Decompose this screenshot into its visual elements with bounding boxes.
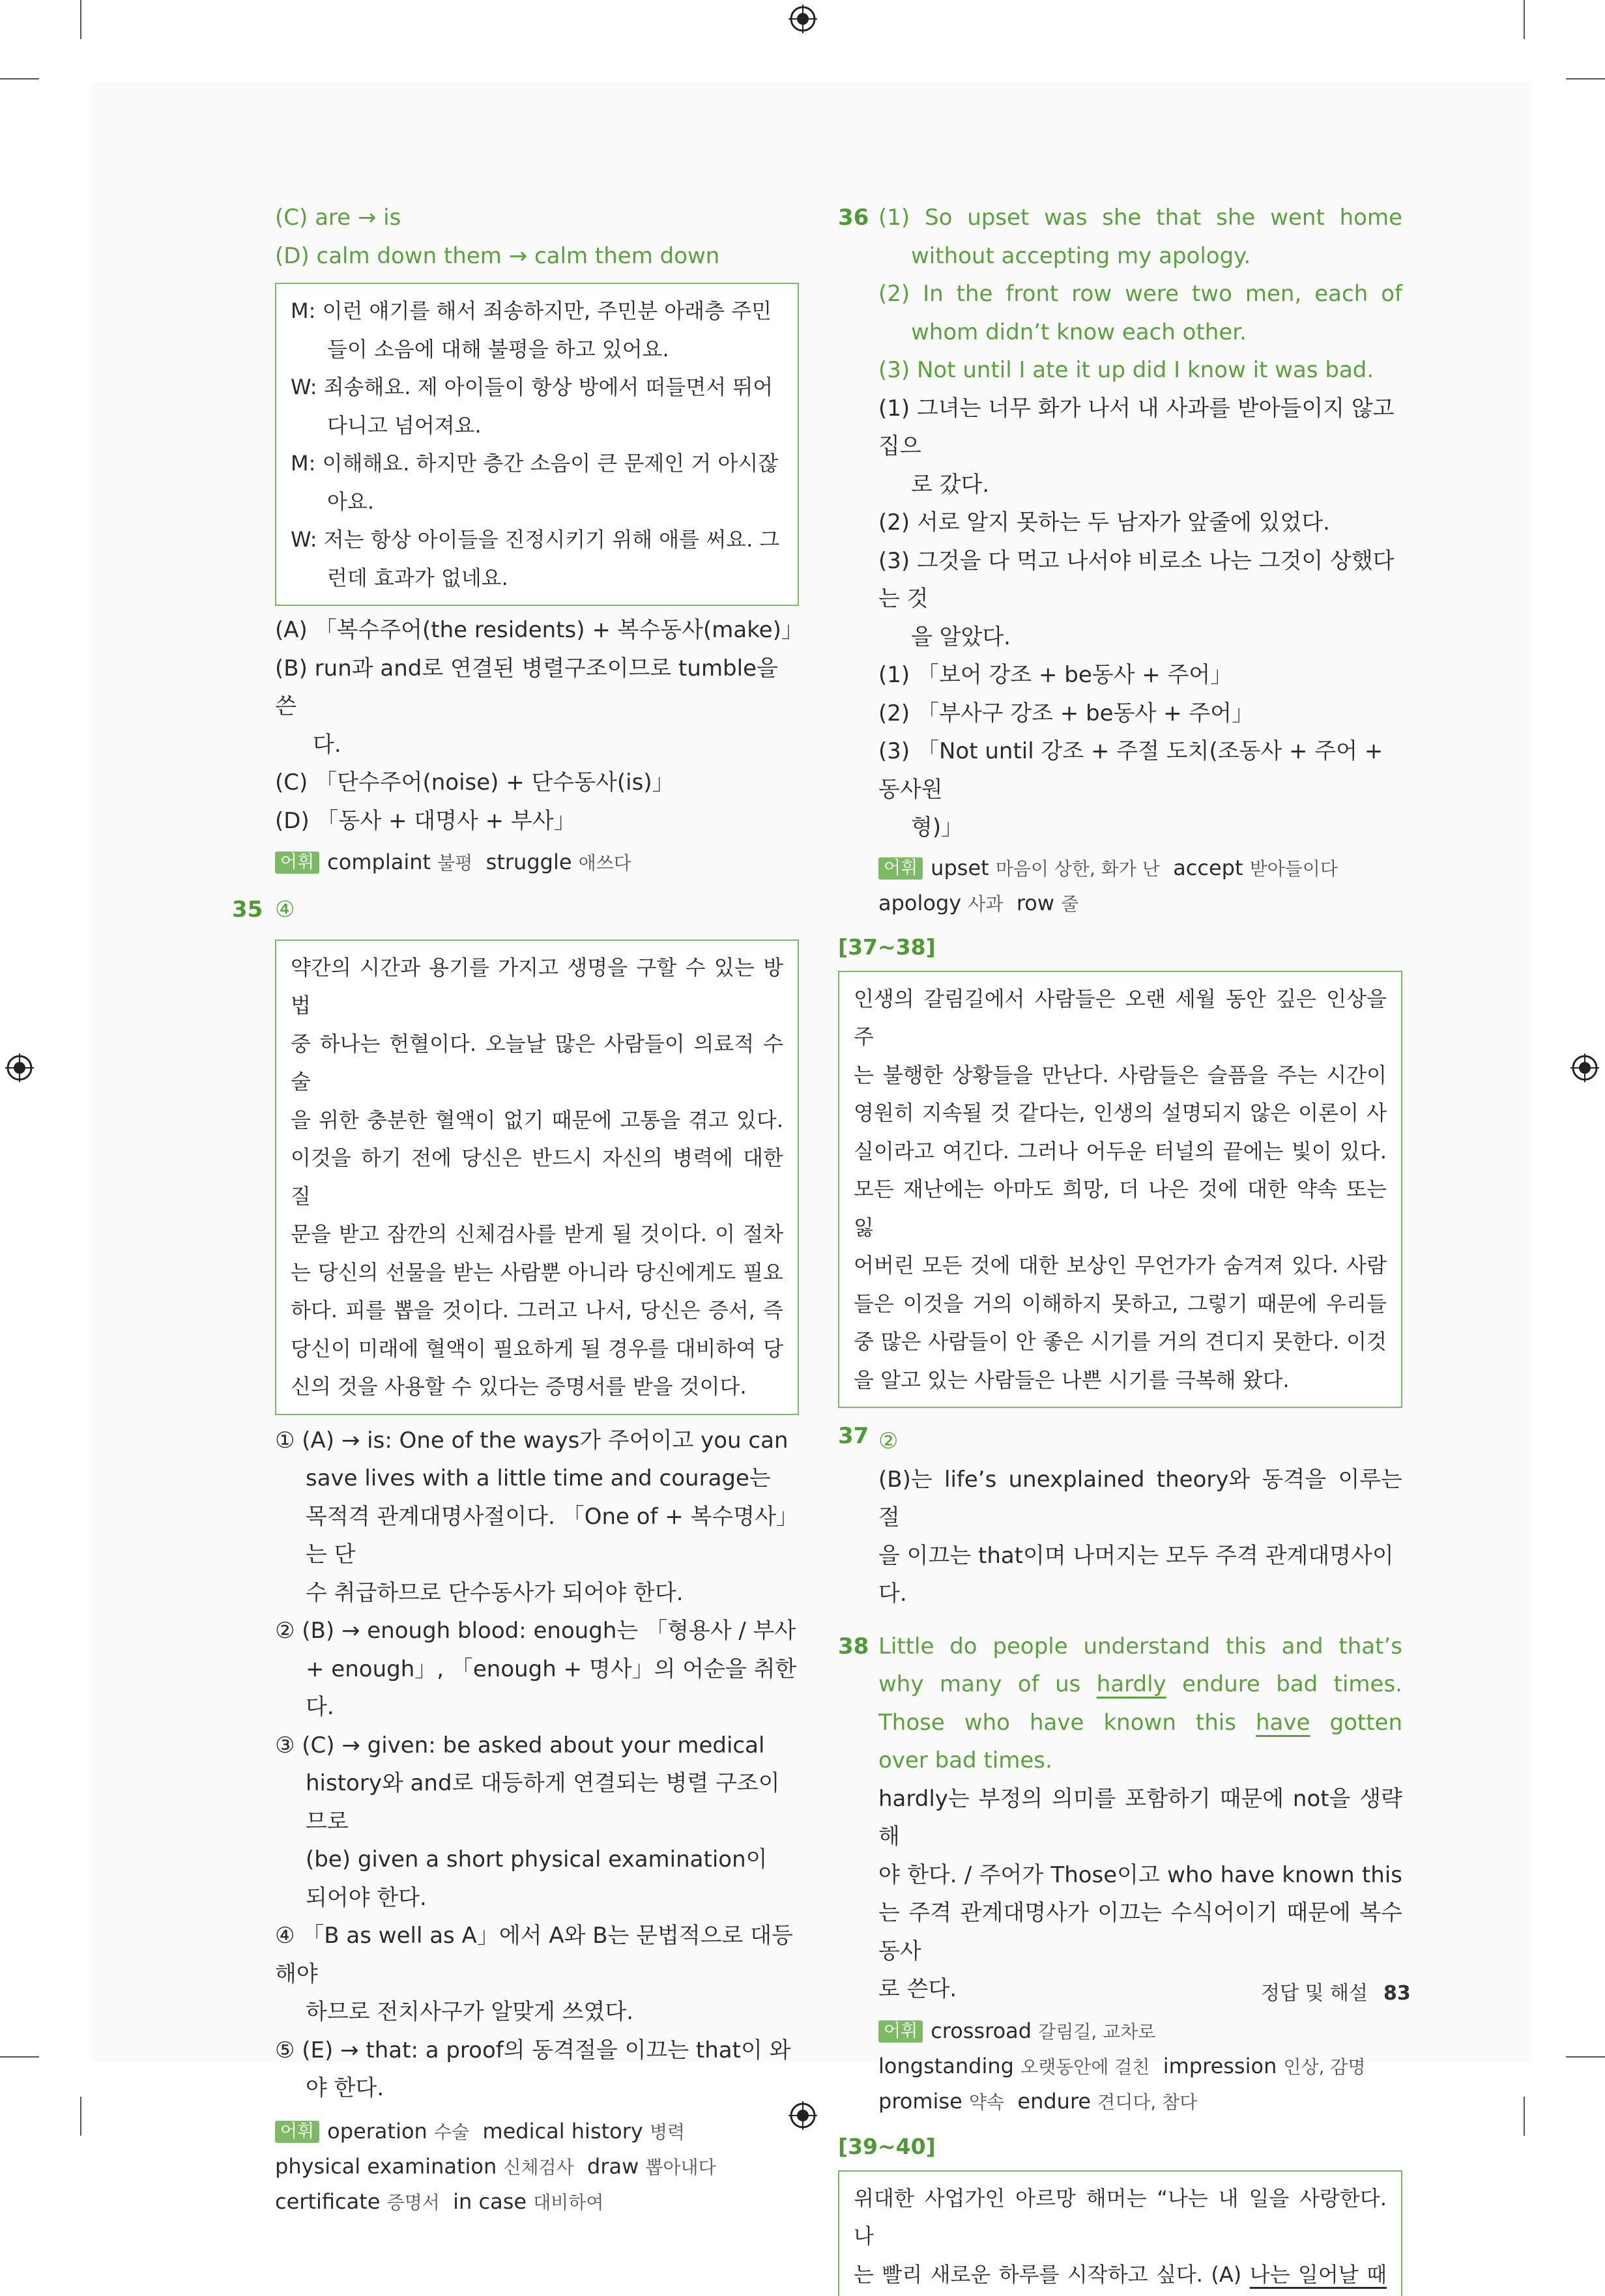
passage-line: 모든 재난에는 아마도 희망, 더 나은 것에 대한 약속 또는 잃 xyxy=(854,1170,1387,1246)
vocab-line xyxy=(878,2049,1402,2084)
explanation-line: 다. xyxy=(275,726,799,764)
vocab-gloss: 대비하여 xyxy=(533,2192,603,2213)
answer-text: gotten xyxy=(1310,1710,1402,1736)
passage-line: 을 위한 충분한 혈액이 없기 때문에 고통을 겪고 있다. xyxy=(291,1101,783,1140)
q34-answer-d: (D) calm down them → calm them down xyxy=(275,237,799,276)
registration-mark-icon xyxy=(5,1054,34,1082)
explanation-line: 하므로 전치사구가 알맞게 쓰였다. xyxy=(275,1993,799,2031)
grammar-line: 형)」 xyxy=(878,809,1402,847)
crop-mark xyxy=(1566,2056,1605,2058)
passage-line xyxy=(854,2256,1387,2294)
vocab-word: draw xyxy=(587,2154,639,2179)
passage-line: 어버린 모든 것에 대한 보상인 무언가가 숨겨져 있다. 사람 xyxy=(854,1246,1387,1285)
vocab-gloss: 마음이 상한, 화가 난 xyxy=(996,858,1160,880)
dialogue-line: 런데 효과가 없네요. xyxy=(291,559,783,597)
vocab-gloss: 증명서 xyxy=(387,2192,440,2213)
translation-line: (1) 그녀는 너무 화가 나서 내 사과를 받아들이지 않고 집으 xyxy=(878,390,1402,466)
vocab-line xyxy=(878,2014,1402,2049)
passage-line: 실이라고 여긴다. 그러나 어두운 터널의 끝에는 빛이 있다. xyxy=(854,1132,1387,1171)
q36-answer-line: whom didn’t know each other. xyxy=(878,313,1402,352)
passage-line: 위대한 사업가인 아르망 해머는 “나는 내 일을 사랑한다. 나 xyxy=(854,2179,1387,2256)
vocab-word: medical history xyxy=(482,2119,643,2144)
grammar-line: (2) 「부사구 강조 + be동사 + 주어」 xyxy=(878,695,1402,733)
q34-explanations xyxy=(275,611,799,840)
q36-answer-line: (3) Not until I ate it up did I know it was bad. xyxy=(878,351,1402,390)
registration-mark-icon xyxy=(788,5,817,33)
passage-text: 는 빨리 새로운 하루를 시작하고 싶다. (A) xyxy=(854,2262,1250,2287)
grammar-line: (1) 「보어 강조 + be동사 + 주어」 xyxy=(878,656,1402,695)
vocab-tag: 어휘 xyxy=(275,852,319,874)
underlined-word: hardly xyxy=(1097,1671,1166,1697)
q38-vocab xyxy=(878,2014,1402,2119)
vocab-word: operation xyxy=(327,2119,427,2144)
passage-37-38-box xyxy=(838,971,1402,1409)
explanation-line: history와 and로 대등하게 연결되는 병렬 구조이므로 xyxy=(275,1764,799,1841)
vocab-tag: 어휘 xyxy=(275,2121,319,2143)
explanation-line: 는 주격 관계대명사가 이끄는 수식어이기 때문에 복수동사 xyxy=(878,1894,1402,1970)
page-number: 83 xyxy=(1383,1982,1411,2005)
q37-block xyxy=(838,1422,1402,1613)
dialogue-line: 들이 소음에 대해 불평을 하고 있어요. xyxy=(291,330,783,369)
vocab-gloss: 병력 xyxy=(650,2121,685,2143)
passage-line: 당신이 미래에 혈액이 필요하게 될 경우를 대비하여 당 xyxy=(291,1330,783,1368)
explanation-line: (C) 「단수주어(noise) + 단수동사(is)」 xyxy=(275,764,799,802)
vocab-word: accept xyxy=(1173,855,1243,880)
vocab-word: complaint xyxy=(327,850,431,874)
explanation-line: 로 쓴다. xyxy=(878,1970,1402,2009)
explanation-line: (A) 「복수주어(the residents) + 복수동사(make)」 xyxy=(275,611,799,650)
vocab-tag: 어휘 xyxy=(878,2020,923,2043)
vocab-line xyxy=(878,886,1402,921)
grammar-line: (3) 「Not until 강조 + 주절 도치(조동사 + 주어 + 동사원 xyxy=(878,732,1402,809)
vocab-word: physical examination xyxy=(275,2154,497,2179)
left-column xyxy=(275,199,799,2220)
explanation-line: (D) 「동사 + 대명사 + 부사」 xyxy=(275,802,799,840)
passage-line: 약간의 시간과 용기를 가지고 생명을 구할 수 있는 방법 xyxy=(291,949,783,1025)
vocab-word: endure xyxy=(1017,2089,1091,2114)
vocab-word: certificate xyxy=(275,2189,380,2214)
vocab-gloss: 약속 xyxy=(969,2091,1004,2113)
q35-passage-box xyxy=(275,940,799,1415)
answer-text: endure bad times. xyxy=(1166,1671,1402,1697)
explanation-line: 수 취급하므로 단수동사가 되어야 한다. xyxy=(275,1574,799,1613)
q37-answer: ② xyxy=(878,1422,1402,1461)
explanation-line: save lives with a little time and courage는 xyxy=(275,1459,799,1498)
vocab-line xyxy=(878,2084,1402,2119)
explanation-line: ① (A) → is: One of the ways가 주어이고 you can xyxy=(275,1422,799,1460)
q36-answer-line: (1) So upset was she that she went home xyxy=(878,199,1402,237)
dialogue-line: W: 저는 항상 아이들을 진정시키기 위해 애를 써요. 그 xyxy=(291,521,783,559)
q38-answer-line xyxy=(878,1704,1402,1742)
crop-mark xyxy=(80,2097,81,2136)
passage-line: 인생의 갈림길에서 사람들은 오랜 세월 동안 깊은 인상을 주 xyxy=(854,980,1387,1056)
registration-mark-icon xyxy=(1570,1054,1599,1082)
question-number: 36 xyxy=(838,199,869,237)
crop-mark xyxy=(80,0,81,39)
explanation-line: (B)는 life’s unexplained theory와 동격을 이루는 절 xyxy=(878,1461,1402,1537)
q34-answer-c: (C) are → is xyxy=(275,199,799,237)
explanation-line: 을 이끄는 that이며 나머지는 모두 주격 관계대명사이다. xyxy=(878,1537,1402,1613)
explanation-line: ③ (C) → given: be asked about your medical xyxy=(275,1727,799,1765)
vocab-gloss: 인상, 감명 xyxy=(1284,2056,1366,2078)
passage-39-40-box xyxy=(838,2170,1402,2296)
section-heading-39-40: [39~40] xyxy=(838,2127,1402,2166)
passage-line: 들은 이것을 거의 이해하지 못하고, 그렇기 때문에 우리들 xyxy=(854,1285,1387,1323)
translation-line: (3) 그것을 다 먹고 나서야 비로소 나는 그것이 상했다는 것 xyxy=(878,542,1402,618)
vocab-gloss: 오랫동안에 걸친 xyxy=(1020,2056,1150,2078)
translation-line: (2) 서로 알지 못하는 두 남자가 앞줄에 있었다. xyxy=(878,504,1402,542)
dialogue-line: 다니고 넘어져요. xyxy=(291,407,783,445)
vocab-gloss: 애쓰다 xyxy=(579,852,631,874)
passage-line: 이것을 하기 전에 당신은 반드시 자신의 병력에 대한 질 xyxy=(291,1139,783,1215)
passage-line: 영원히 지속될 것 같다는, 인생의 설명되지 않은 이론이 사 xyxy=(854,1094,1387,1132)
vocab-line xyxy=(275,2149,799,2185)
passage-line: 중 많은 사람들이 안 좋은 시기를 거의 견디지 못한다. 이것 xyxy=(854,1323,1387,1361)
passage-line: 하다. 피를 뽑을 것이다. 그러고 나서, 당신은 증서, 즉 xyxy=(291,1291,783,1330)
q36-block xyxy=(838,199,1402,921)
explanation-line: 야 한다. xyxy=(275,2069,799,2108)
crop-mark xyxy=(1566,78,1605,79)
section-heading-37-38: [37~38] xyxy=(838,928,1402,967)
crop-mark xyxy=(0,2056,39,2058)
dialogue-line: W: 죄송해요. 제 아이들이 항상 방에서 떠들면서 뛰어 xyxy=(291,368,783,407)
vocab-word: crossroad xyxy=(931,2018,1032,2043)
crop-mark xyxy=(1524,2097,1525,2136)
explanation-line: 되어야 한다. xyxy=(275,1879,799,1917)
q38-answer-line: over bad times. xyxy=(878,1742,1402,1780)
crop-mark xyxy=(0,78,39,79)
passage-line: 는 당신의 선물을 받는 사람뿐 아니라 당신에게도 필요 xyxy=(291,1254,783,1292)
vocab-gloss: 견디다, 참다 xyxy=(1097,2091,1197,2113)
explanation-line: + enough」, 「enough + 명사」의 어순을 취한다. xyxy=(275,1650,799,1727)
vocab-word: promise xyxy=(878,2089,962,2114)
passage-line: 신의 것을 사용할 수 있다는 증명서를 받을 것이다. xyxy=(291,1368,783,1406)
translation-line: 을 알았다. xyxy=(878,618,1402,657)
crop-mark xyxy=(1524,0,1525,39)
passage-line: 을 알고 있는 사람들은 나쁜 시기를 극복해 왔다. xyxy=(854,1361,1387,1399)
vocab-word: row xyxy=(1017,891,1054,915)
q35-vocab xyxy=(275,2114,799,2220)
vocab-gloss: 받아들이다 xyxy=(1250,858,1338,880)
q36-answer-line: without accepting my apology. xyxy=(878,237,1402,276)
explanation-line: ⑤ (E) → that: a proof의 동격절을 이끄는 that이 와 xyxy=(275,2031,799,2070)
q35-block xyxy=(275,891,799,2220)
q38-answer-line xyxy=(878,1665,1402,1704)
explanation-line: 목적격 관계대명사절이다. 「One of + 복수명사」는 단 xyxy=(275,1498,799,1574)
vocab-gloss: 줄 xyxy=(1061,893,1078,915)
footer-label: 정답 및 해설 xyxy=(1261,1982,1368,2005)
vocab-line xyxy=(878,851,1402,886)
q36-answer-line: (2) In the front row were two men, each of xyxy=(878,275,1402,313)
vocab-gloss: 불평 xyxy=(437,852,472,874)
dialogue-line: 아요. xyxy=(291,483,783,521)
explanation-line: ② (B) → enough blood: enough는 「형용사 / 부사 xyxy=(275,1612,799,1650)
vocab-word: apology xyxy=(878,891,961,915)
answer-text: Those who have known this xyxy=(878,1710,1256,1736)
explanation-line: hardly는 부정의 의미를 포함하기 때문에 not을 생략해 xyxy=(878,1780,1402,1856)
vocab-gloss: 수술 xyxy=(434,2121,469,2143)
translation-line: 로 갔다. xyxy=(878,466,1402,504)
q34-vocab xyxy=(275,845,799,880)
vocab-word: longstanding xyxy=(878,2054,1014,2078)
vocab-tag: 어휘 xyxy=(878,857,923,880)
q36-vocab xyxy=(878,851,1402,921)
underlined-word: have xyxy=(1256,1710,1310,1736)
underlined-phrase: 나는 일어날 때 xyxy=(1250,2262,1387,2287)
answer-text: why many of us xyxy=(878,1671,1097,1697)
vocab-word: impression xyxy=(1163,2054,1277,2078)
q38-block xyxy=(838,1628,1402,2119)
explanation-line: ④ 「B as well as A」에서 A와 B는 문법적으로 대등해야 xyxy=(275,1917,799,1993)
dialogue-line: M: 이해해요. 하지만 층간 소음이 큰 문제인 거 아시잖 xyxy=(291,444,783,483)
q34-dialogue-box xyxy=(275,283,799,606)
vocab-word: struggle xyxy=(486,850,572,874)
explanation-line: (be) given a short physical examination이 xyxy=(275,1841,799,1879)
vocab-gloss: 신체검사 xyxy=(503,2157,573,2178)
vocab-word: upset xyxy=(931,855,989,880)
vocab-word: in case xyxy=(453,2189,527,2214)
q35-explanations xyxy=(275,1422,799,2108)
vocab-gloss: 사과 xyxy=(968,893,1003,915)
q35-answer: ④ xyxy=(275,891,799,929)
q38-answer-line: Little do people understand this and that’s xyxy=(878,1628,1402,1666)
vocab-line xyxy=(275,2114,799,2149)
vocab-gloss: 갈림길, 교차로 xyxy=(1038,2021,1155,2043)
page-footer xyxy=(1261,1977,1411,2005)
passage-line: 중 하나는 헌혈이다. 오늘날 많은 사람들이 의료적 수술 xyxy=(291,1025,783,1101)
dialogue-line: M: 이런 얘기를 해서 죄송하지만, 주민분 아래층 주민 xyxy=(291,292,783,330)
explanation-line: 야 한다. / 주어가 Those이고 who have known this xyxy=(878,1856,1402,1895)
question-number: 38 xyxy=(838,1628,869,1666)
question-number: 37 xyxy=(838,1417,869,1456)
question-number: 35 xyxy=(232,891,263,929)
vocab-gloss: 뽑아내다 xyxy=(645,2157,716,2178)
vocab-line xyxy=(275,2185,799,2220)
passage-line: 는 불행한 상황들을 만난다. 사람들은 슬픔을 주는 시간이 xyxy=(854,1056,1387,1095)
passage-line: 문을 받고 잠깐의 신체검사를 받게 될 것이다. 이 절차 xyxy=(291,1215,783,1254)
explanation-line: (B) run과 and로 연결된 병렬구조이므로 tumble을 쓴 xyxy=(275,650,799,726)
